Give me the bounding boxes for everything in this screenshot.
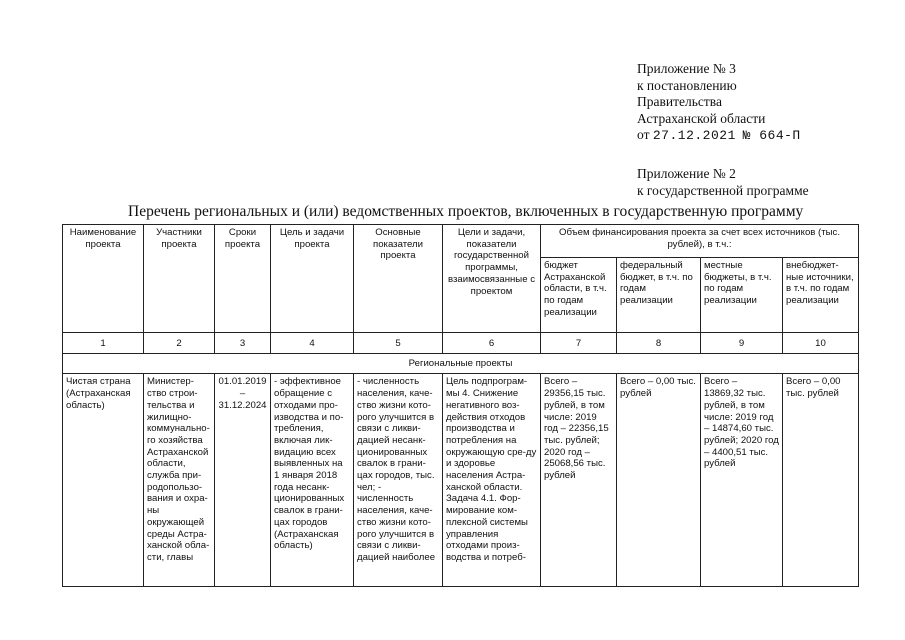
appendix-2-block bbox=[637, 166, 809, 199]
section-label: Региональные проекты bbox=[63, 353, 859, 374]
header-local-budgets: местные бюджеты, в т.ч. по годам реализации bbox=[701, 258, 783, 333]
column-numbers-row bbox=[63, 333, 859, 354]
header-indicators: Основные показатели проекта bbox=[354, 225, 443, 333]
header-financing: Объем финансирования проекта за счет всех источников (тыс. рублей), в т.ч.: bbox=[541, 225, 859, 258]
column-number: 2 bbox=[144, 333, 215, 354]
term-dash: – bbox=[239, 388, 246, 400]
cell-project-name: Чистая страна (Астраханская область) bbox=[63, 374, 144, 587]
cell-local-budgets: Всего – 13869,32 тыс. рублей, в том числе: 2019 год – 14874,60 тыс. рублей; 2020 год – 4400,51 тыс. рублей bbox=[701, 374, 783, 587]
cell-extrabudgetary: Всего – 0,00 тыс. рублей bbox=[783, 374, 859, 587]
column-number: 4 bbox=[271, 333, 354, 354]
appendix-3-line: Приложение № 3 bbox=[637, 61, 736, 76]
column-number: 6 bbox=[443, 333, 541, 354]
header-row bbox=[63, 225, 859, 258]
header-goals: Цель и задачи проекта bbox=[271, 225, 354, 333]
header-extrabudgetary: внебюджет-ные источники, в т.ч. по годам реализации bbox=[783, 258, 859, 333]
header-project-name: Наименование проекта bbox=[63, 225, 144, 333]
section-row bbox=[63, 353, 859, 374]
appendix-2-line: к государственной программе bbox=[637, 182, 809, 198]
document-title: Перечень региональных и (или) ведомственных проектов, включенных в государственную программу bbox=[128, 203, 804, 220]
term-end: 31.12.2024 bbox=[218, 399, 267, 411]
appendix-3-line: Астраханской области bbox=[637, 110, 766, 126]
resolution-date: 27.12.2021 bbox=[652, 128, 736, 143]
table-row bbox=[63, 374, 859, 587]
column-number: 10 bbox=[783, 333, 859, 354]
projects-table-wrapper bbox=[62, 224, 859, 587]
date-prefix: от bbox=[637, 127, 650, 142]
cell-participants: Министер-ство строи-тельства и жилищно-коммунально-го хозяйства Астраханской области, служба при-родопользо-вания и охра-ны окружающей среды Астра-ханской обла-сти, главы bbox=[144, 374, 215, 587]
appendix-3-block bbox=[637, 61, 801, 145]
projects-table bbox=[62, 224, 859, 587]
cell-goals: - эффективное обращение с отходами про-изводства и по-требления, включая лик-видацию всех выявленных на 1 января 2018 года несанк-ционированных свалок в грани-цах городов (Астраханская область) bbox=[271, 374, 354, 587]
cell-federal-budget: Всего – 0,00 тыс. рублей bbox=[617, 374, 701, 587]
cell-regional-budget: Всего – 29356,15 тыс. рублей, в том числе: 2019 год – 22356,15 тыс. рублей; 2020 год – 25068,56 тыс. рублей bbox=[541, 374, 617, 587]
header-federal-budget: федеральный бюджет, в т.ч. по годам реализации bbox=[617, 258, 701, 333]
column-number: 5 bbox=[354, 333, 443, 354]
column-number: 9 bbox=[701, 333, 783, 354]
column-number: 1 bbox=[63, 333, 144, 354]
header-regional-budget: бюджет Астраханской области, в т.ч. по годам реализации bbox=[541, 258, 617, 333]
column-number: 7 bbox=[541, 333, 617, 354]
column-number: 8 bbox=[617, 333, 701, 354]
cell-terms bbox=[215, 374, 271, 587]
appendix-2-line: Приложение № 2 bbox=[637, 166, 736, 181]
column-number: 3 bbox=[215, 333, 271, 354]
header-participants: Участники проекта bbox=[144, 225, 215, 333]
resolution-number: № 664-П bbox=[742, 128, 801, 143]
appendix-3-line: к постановлению bbox=[637, 77, 737, 93]
cell-indicators: - численность населения, каче-ство жизни кото-рого улучшится в связи с ликви-дацией несанк-ционированных свалок в грани-цах городов, тыс. чел; - численность населения, каче-ство жизни кото-рого улучшится в связи с ликви-дацией наиболее bbox=[354, 374, 443, 587]
cell-program-goals: Цель подпрограм-мы 4. Снижение негативного воз-действия отходов производства и потребления на окружающую сре-ду и здоровье населения Астра-ханской области. Задача 4.1. Фор-мирование ком-плексной системы управления отходами произ-водства и потреб- bbox=[443, 374, 541, 587]
header-program-goals: Цели и задачи, показатели государственной программы, взаимосвязанные с проектом bbox=[443, 225, 541, 333]
appendix-3-line: Правительства bbox=[637, 94, 722, 109]
term-start: 01.01.2019 bbox=[218, 376, 267, 388]
header-terms: Сроки проекта bbox=[215, 225, 271, 333]
appendix-3-date-line bbox=[637, 127, 801, 145]
